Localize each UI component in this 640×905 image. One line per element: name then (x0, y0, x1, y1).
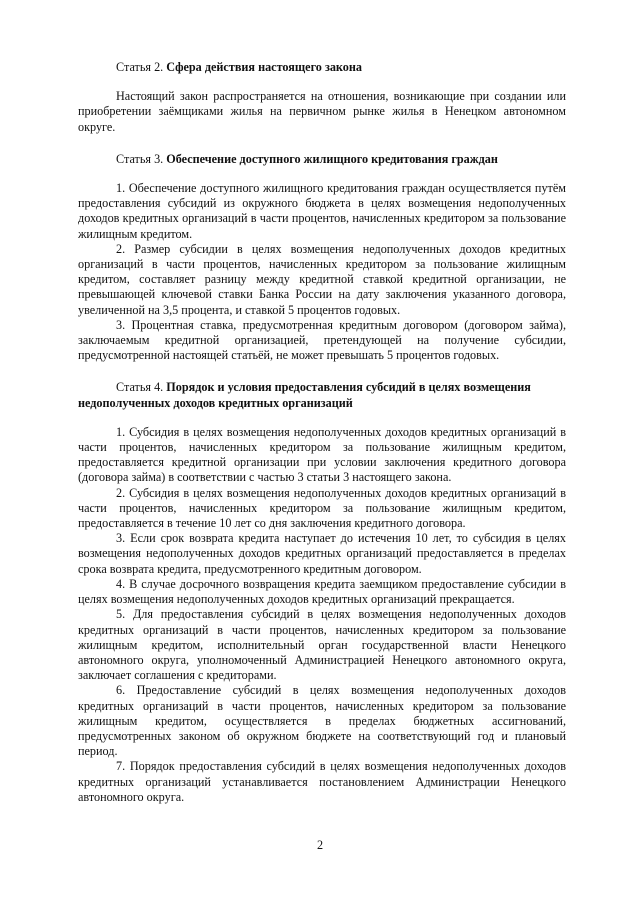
article-4-paragraph-5: 5. Для предоставления субсидий в целях возмещения недополученных доходов кредитных организаций в части процентов, начисленных кредитором за пользование жилищным кредитом, исполнительный орган государственной власти Ненецкого автономного округа, уполномоченный Администрацией Ненецкого автономного округа, заключает соглашения с кредиторами. (78, 607, 566, 683)
article-4-heading (78, 380, 566, 410)
article-4-title: Порядок и условия предоставления субсидий в целях возмещения недополученных доходов кредитных организаций (78, 380, 531, 410)
article-2-title: Сфера действия настоящего закона (166, 60, 363, 74)
article-3-heading (78, 152, 566, 167)
article-3-paragraph-1: 1. Обеспечение доступного жилищного кредитования граждан осуществляется путём предоставления субсидий из окружного бюджета в целях возмещения недополученных доходов кредитных организаций в части процентов, начисленных кредитором за пользование жилищным кредитом. (78, 181, 566, 241)
article-3-paragraph-3: 3. Процентная ставка, предусмотренная кредитным договором (договором займа), заключаемым кредитной организацией, претендующей на получение субсидии, предусмотренной настоящей статьёй, не может превышать 5 процентов годовых. (78, 317, 566, 363)
article-4-paragraph-4: 4. В случае досрочного возвращения кредита заемщиком предоставление субсидии в целях возмещения недополученных доходов кредитных организаций прекращается. (78, 576, 566, 607)
article-3-title: Обеспечение доступного жилищного кредитования граждан (166, 151, 498, 166)
page-number: 2 (316, 838, 324, 852)
article-2-heading (78, 60, 566, 75)
article-4-prefix: Статья 4. (116, 380, 164, 395)
article-4-paragraph-2: 2. Субсидия в целях возмещения недополученных доходов кредитных организаций в части процентов, начисленных кредитором за пользование жилищным кредитом, предоставляется в течение 10 лет со дня заключения кредитного договора. (78, 485, 566, 531)
article-4-paragraph-3: 3. Если срок возврата кредита наступает до истечения 10 лет, то субсидия в целях возмещения недополученных доходов кредитных организаций предоставляется в пределах срока возврата кредита, предусмотренного кредитным договором. (78, 531, 566, 576)
article-4-paragraph-7: 7. Порядок предоставления субсидий в целях возмещения недополученных доходов кредитных организаций устанавливается постановлением Администрации Ненецкого автономного округа. (78, 759, 566, 804)
article-4-paragraph-6: 6. Предоставление субсидий в целях возмещения недополученных доходов кредитных организаций в части процентов, начисленных кредитором за пользование жилищным кредитом, осуществляется в пределах бюджетных ассигнований, предусмотренных законом об окружном бюджете на соответствующий год и плановый период. (78, 683, 566, 759)
article-2-prefix: Статья 2. (116, 60, 164, 74)
article-2-paragraph-1: Настоящий закон распространяется на отношения, возникающие при создании или приобретении заёмщиками жилья на первичном рынке жилья в Ненецком автономном округе. (78, 89, 566, 134)
article-3-paragraph-2: 2. Размер субсидии в целях возмещения недополученных доходов кредитных организаций в части процентов, начисленных кредитором за пользование жилищным кредитом, составляет разницу между кредитной ставкой кредитной организации, не превышающей ключевой ставки Банка России на дату заключения указанного договора, увеличенной на 3,5 процента, и ставкой 5 процентов годовых. (78, 241, 566, 317)
article-3-prefix: Статья 3. (116, 151, 164, 166)
article-4-paragraph-1: 1. Субсидия в целях возмещения недополученных доходов кредитных организаций в части процентов, начисленных кредитором за пользование жилищным кредитом, предоставляется кредитной организации при условии заключения кредитного договора (договора займа) в соответствии с частью 3 статьи 3 настоящего закона. (78, 424, 566, 485)
document-body (78, 60, 566, 805)
